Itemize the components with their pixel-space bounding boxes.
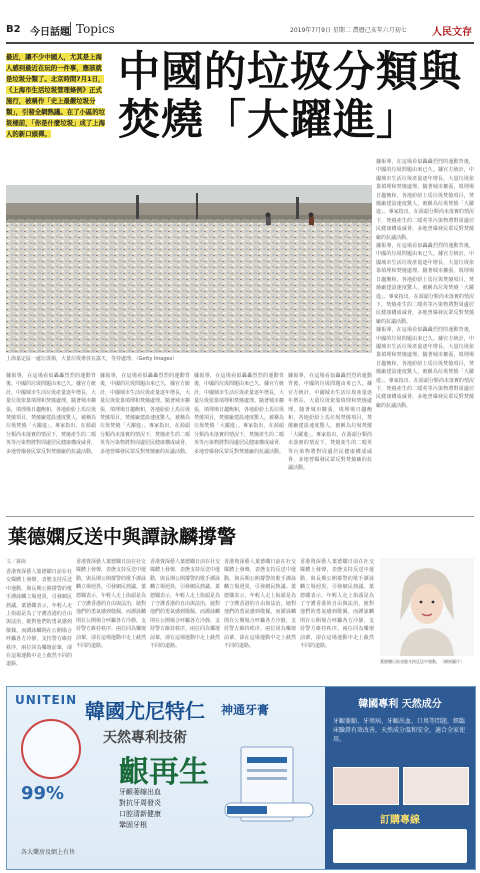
photo-caption: 上海嘉定區一處垃圾場，大量垃圾堆放在露天，等待處理。（Getty Images） [6,356,178,362]
article-headline [118,48,478,144]
ad-right-title: 韓國專利 天然成分 [358,699,442,710]
article2-col-3: 香港資深藝人葉德嫻日前在社交媒體上發聲，表態支持反送中運動，與長期公開撐警的歌手譚詠麟立場迥異，引發網民熱議。葉德嫻表示，年輕人走上街頭是為了守護香港的自由與法治，她對他們的勇氣感到敬佩。而譚詠麟則在公開場合呼籲各方冷靜，支持警方維持秩序。兩位同為樂壇前輩，卻在這場運動中走上截然不同的道路。 [150,559,220,650]
ad-bullet: 鞏固牙根 [119,821,147,829]
ad-bullet: 對抗牙周發炎 [119,799,161,807]
toothpaste-advertisement [6,686,476,870]
ad-right-text: 牙齦萎縮、牙周病、牙齦出血、口臭等問題，經臨床驗證有效改善，天然成分溫和安全，適合全家使用。 [333,718,466,743]
after-photo [403,767,469,805]
page-header [6,20,474,44]
garbage-dump-photo [6,185,372,353]
ad-footer-text: 各大藥房及網上有售 [21,849,76,856]
header-divider [70,22,71,36]
before-photo [333,767,399,805]
ad-bullet: 牙齦萎縮出血 [119,788,161,796]
issue-date: 2019年7月9日 星期二 農曆己亥年六月初七 [290,27,407,34]
contact-box [333,829,467,863]
ad-percent: 99% [21,783,65,804]
page-number: B2 [6,24,21,35]
article2-col-4: 香港資深藝人葉德嫻日前在社交媒體上發聲，表態支持反送中運動，與長期公開撐警的歌手譚詠麟立場迥異，引發網民熱議。葉德嫻表示，年輕人走上街頭是為了守護香港的自由與法治，她對他們的勇氣感到敬佩。而譚詠麟則在公開場合呼籲各方冷靜，支持警方維持秩序。兩位同為樂壇前輩，卻在這場運動中走上截然不同的道路。 [224,559,296,650]
award-badge [21,719,81,779]
ad-left-panel [7,687,325,869]
newspaper-brand: 人民文存 [432,27,472,38]
article2-col-1: 香港資深藝人葉德嫻日前在社交媒體上發聲，表態支持反送中運動，與長期公開撐警的歌手譚詠麟立場迥異，引發網民熱議。葉德嫻表示，年輕人走上街頭是為了守護香港的自由與法治，她對他們的勇氣感到敬佩。而譚詠麟則在公開場合呼籲各方冷靜，支持警方維持秩序。兩位同為樂壇前輩，卻在這場運動中走上截然不同的道路。 [6,569,72,668]
ad-subtitle: 神通牙膏 [221,703,270,717]
ad-product-name: 齦再生 [119,755,209,790]
byline: 文／霧崗 [6,559,27,565]
portrait-caption: 葉德嫻日前表態支持反送中運動。（網絡圖片） [380,659,464,664]
article2-col-5: 香港資深藝人葉德嫻日前在社交媒體上發聲，表態支持反送中運動，與長期公開撐警的歌手譚詠麟立場迥異，引發網民熱議。葉德嫻表示，年輕人走上街頭是為了守護香港的自由與法治，她對他們的勇氣感到敬佩。而譚詠麟則在公開場合呼籲各方冷靜，支持警方維持秩序。兩位同為樂壇前輩，卻在這場運動中走上截然不同的道路。 [300,559,374,650]
article2-col-2: 香港資深藝人葉德嫻日前在社交媒體上發聲，表態支持反送中運動，與長期公開撐警的歌手譚詠麟立場迥異，引發網民熱議。葉德嫻表示，年輕人走上街頭是為了守護香港的自由與法治，她對他們的勇氣感到敬佩。而譚詠麟則在公開場合呼籲各方冷靜，支持警方維持秩序。兩位同為樂壇前輩，卻在這場運動中走上截然不同的道路。 [76,559,146,650]
portrait-photo [380,558,474,656]
toothpaste-box-icon [221,743,317,827]
column-3-text: 據報導，在這場看似轟轟烈烈的運動背後，中國的垃圾問題由來已久。據官方統計，中國城市生活垃圾產量逐年增長，大量垃圾依靠填埋和焚燒處理。隨著城市擴張，填埋場日趨飽和，各地紛紛上馬垃圾焚燒項目，焚燒廠建設速度驚人，被稱為垃圾焚燒「大躍進」。專家指出，在源頭分類尚未落實的情況下，焚燒產生的二噁英等污染物將對周邊居民健康構成威脅，多地曾爆發民眾反對焚燒廠的抗議活動。 [194,373,284,455]
section-divider [6,516,474,517]
column-1-text: 據報導，在這場看似轟轟烈烈的運動背後，中國的垃圾問題由來已久。據官方統計，中國城市生活垃圾產量逐年增長，大量垃圾依靠填埋和焚燒處理。隨著城市擴張，填埋場日趨飽和，各地紛紛上馬垃圾焚燒項目，焚燒廠建設速度驚人，被稱為垃圾焚燒「大躍進」。專家指出，在源頭分類尚未落實的情況下，焚燒產生的二噁英等污染物將對周邊居民健康構成威脅，多地曾爆發民眾反對焚燒廠的抗議活動。 [6,373,96,455]
ad-right-footer: 訂購專線 [380,815,420,826]
ad-title: 韓國尤尼特仁 [85,699,205,723]
column-4-text: 據報導，在這場看似轟轟烈烈的運動背後，中國的垃圾問題由來已久。據官方統計，中國城市生活垃圾產量逐年增長，大量垃圾依靠填埋和焚燒處理。隨著城市擴張，填埋場日趨飽和，各地紛紛上馬垃圾焚燒項目，焚燒廠建設速度驚人，被稱為垃圾焚燒「大躍進」。專家指出，在源頭分類尚未落實的情況下，焚燒產生的二噁英等污染物將對周邊居民健康構成威脅，多地曾爆發民眾反對焚燒廠的抗議活動。 [288,373,372,472]
headline-line-2: 焚燒「大躍進」 [118,95,420,144]
ad-brand-logo: UNITEIN [15,693,78,707]
ad-bullet-list [119,787,161,831]
ad-bullet: 口腔清新健康 [119,810,161,818]
section-name: 今日話題 [30,27,70,38]
right-column-text: 據報導，在這場看似轟轟烈烈的運動背後，中國的垃圾問題由來已久。據官方統計，中國城市生活垃圾產量逐年增長，大量垃圾依靠填埋和焚燒處理。隨著城市擴張，填埋場日趨飽和，各地紛紛上馬垃圾焚燒項目，焚燒廠建設速度驚人，被稱為垃圾焚燒「大躍進」。專家指出，在源頭分類尚未落實的情況下，焚燒產生的二噁英等污染物將對周邊居民健康構成威脅，多地曾爆發民眾反對焚燒廠的抗議活動。 據報導，在這場看似轟轟烈烈的運動背後，中國的垃圾問題由來已久。據官方統計，中國城市生活垃圾產量逐年增長，大量垃圾依靠填埋和焚燒處理。隨著城市擴張，填埋場日趨飽和，各地紛紛上馬垃圾焚燒項目，焚燒廠建設速度驚人，被稱為垃圾焚燒「大躍進」。專家指出，在源頭分類尚未落實的情況下，焚燒產生的二噁英等污染物將對周邊居民健康構成威脅，多地曾爆發民眾反對焚燒廠的抗議活動。 據報導，在這場看似轟轟烈烈的運動背後，中國的垃圾問題由來已久。據官方統計，中國城市生活垃圾產量逐年增長，大量垃圾依靠填埋和焚燒處理。隨著城市擴張，填埋場日趨飽和，各地紛紛上馬垃圾焚燒項目，焚燒廠建設速度驚人，被稱為垃圾焚燒「大躍進」。專家指出，在源頭分類尚未落實的情況下，焚燒產生的二噁英等污染物將對周邊居民健康構成威脅，多地曾爆發民眾反對焚燒廠的抗議活動。 [376,159,474,409]
article-lede: 最近，讓不少中國人，尤其是上海人感到最近在玩的一件事，應該就是垃圾分類了。北京時間7月1日，《上海市生活垃圾管理條例》正式施行，被稱作「史上最嚴垃圾分類」，引發全網熱議。在了小區的垃圾桶前，「你是什麼垃圾」成了上海人的新口頭禪。 [6,53,106,138]
second-article-headline: 葉德嫻反送中與譚詠麟撐警 [8,526,237,548]
headline-line-1: 中國的垃圾分類與 [118,47,463,96]
ad-right-panel [325,687,475,869]
ad-patent: 天然專利技術 [103,730,187,746]
column-2-text: 據報導，在這場看似轟轟烈烈的運動背後，中國的垃圾問題由來已久。據官方統計，中國城市生活垃圾產量逐年增長，大量垃圾依靠填埋和焚燒處理。隨著城市擴張，填埋場日趨飽和，各地紛紛上馬垃圾焚燒項目，焚燒廠建設速度驚人，被稱為垃圾焚燒「大躍進」。專家指出，在源頭分類尚未落實的情況下，焚燒產生的二噁英等污染物將對周邊居民健康構成威脅，多地曾爆發民眾反對焚燒廠的抗議活動。 [100,373,190,455]
topics-label: Topics [76,22,115,36]
